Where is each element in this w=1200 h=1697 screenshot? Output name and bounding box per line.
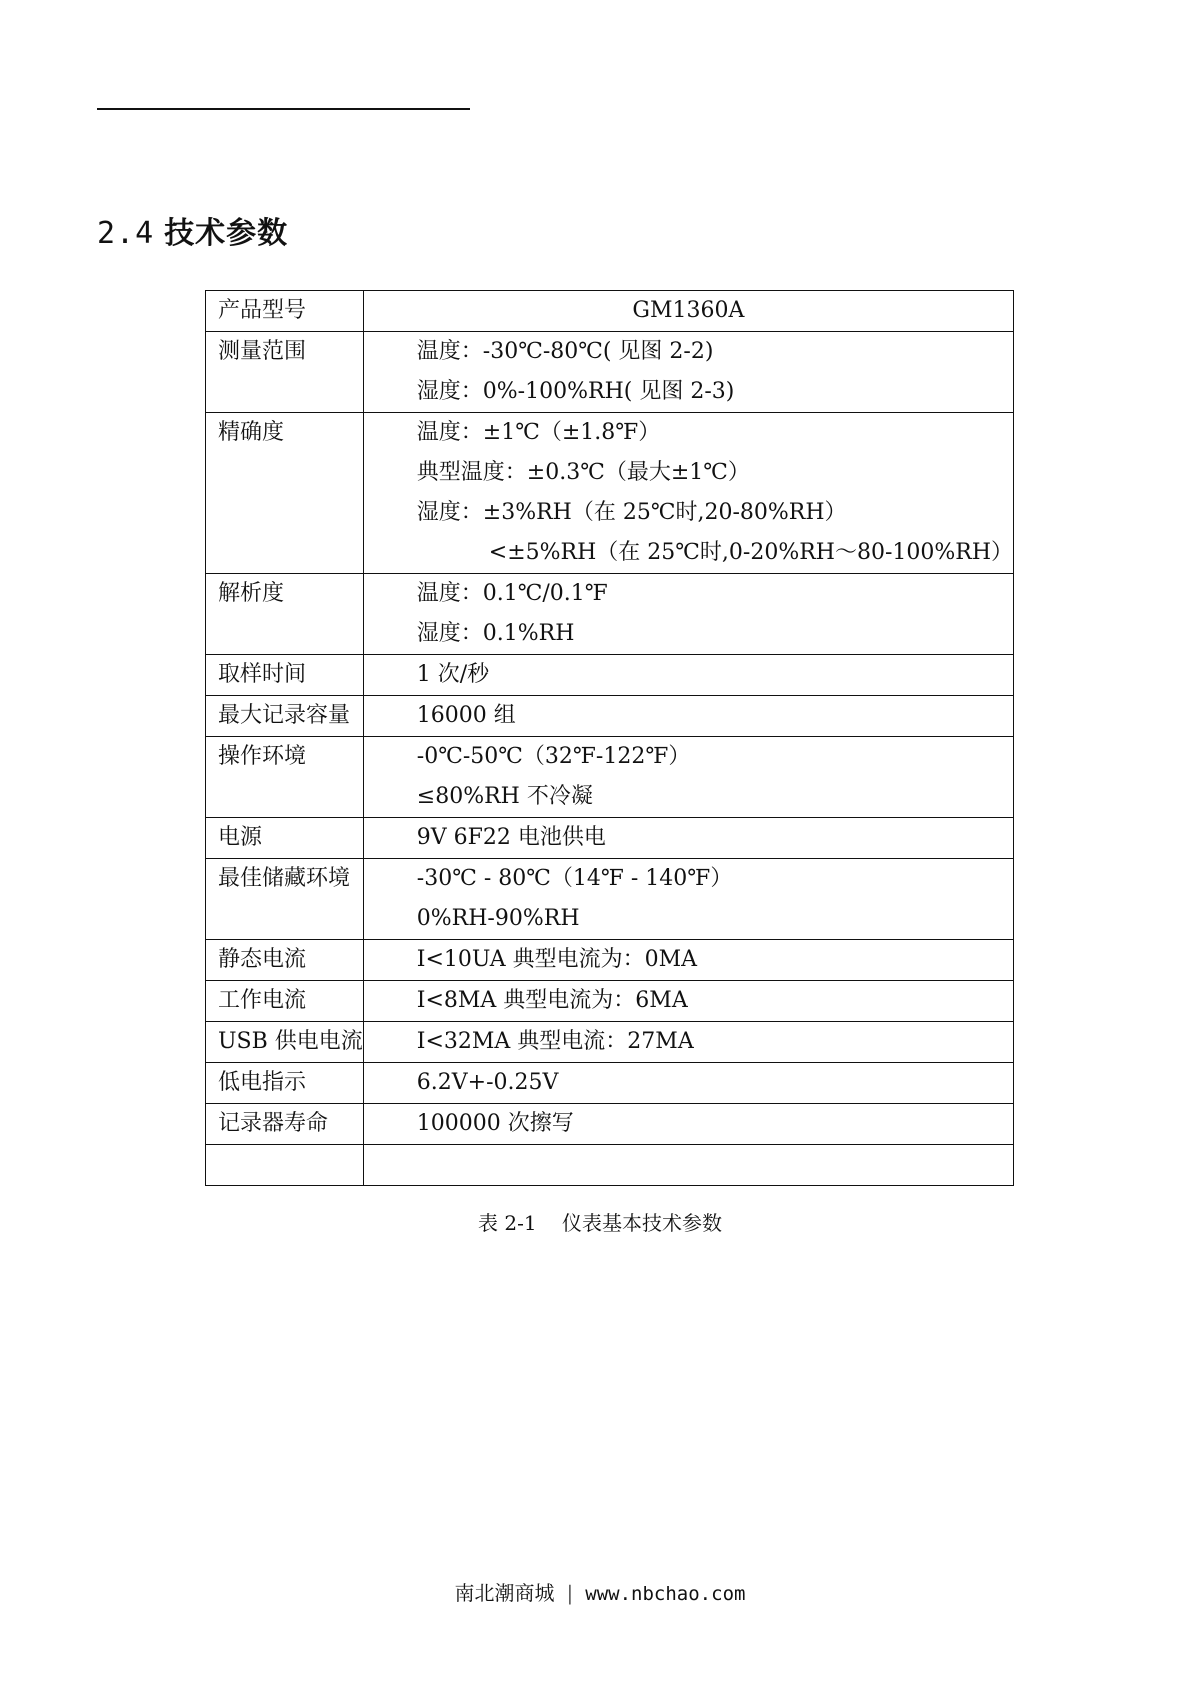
param-label: 解析度 <box>218 581 285 606</box>
param-value-cell <box>363 655 1013 696</box>
param-value-cell <box>363 1145 1013 1186</box>
param-label-cell <box>206 737 364 818</box>
param-label: 电源 <box>218 825 263 850</box>
table-row <box>206 737 1014 818</box>
param-value-cell <box>363 1063 1013 1104</box>
page-footer <box>0 1577 1200 1606</box>
param-label: 精确度 <box>218 420 285 445</box>
param-value-line: -0℃-50℃（32℉-122℉） <box>416 744 691 769</box>
param-value-cell <box>363 818 1013 859</box>
table-row <box>206 655 1014 696</box>
param-label-cell <box>206 1104 364 1145</box>
param-label: 低电指示 <box>218 1070 307 1095</box>
param-label-cell <box>206 332 364 413</box>
param-value-cell <box>363 1104 1013 1145</box>
table-row <box>206 981 1014 1022</box>
param-value-cell <box>363 1022 1013 1063</box>
param-value-cell <box>363 737 1013 818</box>
param-value-line: 16000 组 <box>416 703 516 728</box>
param-label-cell <box>206 818 364 859</box>
param-value-line: 湿度：0%-100%RH( 见图 2-3) <box>416 379 735 404</box>
param-value-line: 湿度：0.1%RH <box>416 621 575 646</box>
param-label: 记录器寿命 <box>218 1111 329 1136</box>
section-number: 2.4 <box>97 216 155 251</box>
param-label: 工作电流 <box>218 988 307 1013</box>
param-label: 测量范围 <box>218 339 307 364</box>
param-value-line: I<10UA 典型电流为：0MA <box>416 947 698 972</box>
table-row <box>206 1063 1014 1104</box>
param-value-line: 1 次/秒 <box>416 662 490 687</box>
param-value-cell <box>363 859 1013 940</box>
param-value-cell <box>363 291 1013 332</box>
param-value-line: GM1360A <box>632 298 745 323</box>
param-label-cell <box>206 981 364 1022</box>
param-value-cell <box>363 696 1013 737</box>
param-label-cell <box>206 1063 364 1104</box>
param-value-line: <±5%RH（在 25℃时,0-20%RH～80-100%RH） <box>488 540 1014 565</box>
param-value-line: 6.2V+-0.25V <box>416 1070 559 1095</box>
param-label-cell <box>206 1145 364 1186</box>
param-value-line: 湿度：±3%RH（在 25℃时,20-80%RH） <box>416 500 847 525</box>
param-value-line: 0%RH-90%RH <box>416 906 580 931</box>
footer-site-name: 南北潮商城 <box>454 1581 555 1605</box>
table-row <box>206 1022 1014 1063</box>
param-value-line <box>417 1145 1013 1185</box>
caption-text: 仪表基本技术参数 <box>562 1211 722 1235</box>
param-label: 产品型号 <box>218 298 307 323</box>
table-caption <box>0 1207 1200 1236</box>
param-label-cell <box>206 413 364 574</box>
table-row <box>206 413 1014 574</box>
table-row <box>206 818 1014 859</box>
param-label-cell <box>206 655 364 696</box>
param-value-line: 9V 6F22 电池供电 <box>416 825 606 850</box>
footer-url[interactable]: www.nbchao.com <box>585 1583 746 1605</box>
param-value-cell <box>363 574 1013 655</box>
param-label <box>218 1145 363 1185</box>
section-heading <box>97 208 288 252</box>
table-row <box>206 574 1014 655</box>
table-row <box>206 1145 1014 1186</box>
table-row <box>206 696 1014 737</box>
param-value-line: -30℃ - 80℃（14℉ - 140℉） <box>416 866 733 891</box>
table-row <box>206 291 1014 332</box>
param-label: 取样时间 <box>218 662 307 687</box>
param-label: 操作环境 <box>218 744 307 769</box>
param-value-line: I<32MA 典型电流：27MA <box>416 1029 694 1054</box>
param-value-line: 典型温度：±0.3℃（最大±1℃） <box>416 460 750 485</box>
param-value-line: I<8MA 典型电流为：6MA <box>416 988 688 1013</box>
param-label: 最佳储藏环境 <box>218 866 351 891</box>
param-label-cell <box>206 291 364 332</box>
spec-table <box>205 290 1014 1186</box>
param-value-cell <box>363 981 1013 1022</box>
param-value-line: 温度：-30℃-80℃( 见图 2-2) <box>416 339 714 364</box>
param-value-line: 100000 次擦写 <box>416 1111 574 1136</box>
footer-separator: | <box>566 1581 574 1605</box>
caption-number: 表 2-1 <box>477 1211 537 1235</box>
param-label-cell <box>206 574 364 655</box>
param-label: USB 供电电流 <box>218 1029 363 1054</box>
section-title: 技术参数 <box>164 216 289 251</box>
param-value-cell <box>363 940 1013 981</box>
table-row <box>206 1104 1014 1145</box>
param-label: 最大记录容量 <box>218 703 351 728</box>
param-label-cell <box>206 696 364 737</box>
param-label: 静态电流 <box>218 947 307 972</box>
param-label-cell <box>206 1022 364 1063</box>
table-row <box>206 859 1014 940</box>
param-label-cell <box>206 859 364 940</box>
param-value-line: 温度：±1℃（±1.8℉） <box>416 420 661 445</box>
table-row <box>206 940 1014 981</box>
table-row <box>206 332 1014 413</box>
param-value-line: ≤80%RH 不冷凝 <box>416 784 593 809</box>
spec-table-body <box>206 291 1014 1186</box>
param-value-cell <box>363 332 1013 413</box>
param-value-line: 温度：0.1℃/0.1℉ <box>416 581 608 606</box>
param-label-cell <box>206 940 364 981</box>
param-value-cell <box>363 413 1013 574</box>
header-rule <box>97 108 470 110</box>
